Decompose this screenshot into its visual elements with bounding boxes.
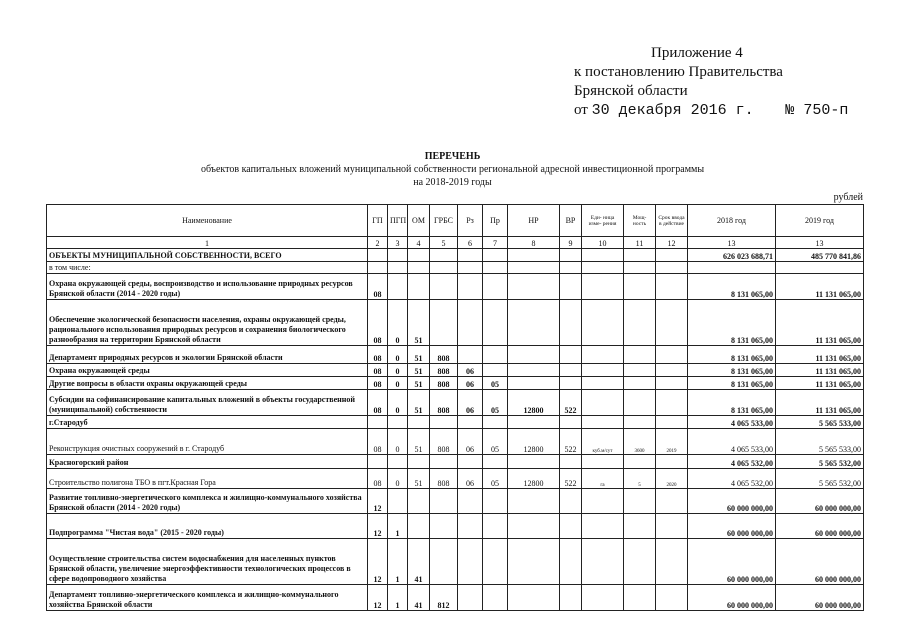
table-row xyxy=(47,489,864,514)
col-pgp-cell xyxy=(388,455,408,469)
table-row xyxy=(47,274,864,300)
col-gp-cell: 12 xyxy=(368,585,388,611)
col-gp-cell: 08 xyxy=(368,377,388,390)
column-number: 2 xyxy=(368,237,388,249)
col-pr-cell: 05 xyxy=(483,390,508,416)
column-number: 13 xyxy=(688,237,776,249)
col-rz-cell: 06 xyxy=(458,377,483,390)
col-nr-cell xyxy=(508,274,560,300)
col-grbs-cell xyxy=(430,539,458,585)
col-2018-cell: 4 065 532,00 xyxy=(688,469,776,489)
col-2019-cell: 5 565 532,00 xyxy=(776,469,864,489)
table-row xyxy=(47,364,864,377)
col-pgp-cell: 0 xyxy=(388,346,408,364)
col-pr-cell: 05 xyxy=(483,377,508,390)
col-om-header: ОМ xyxy=(408,205,430,237)
col-capacity-cell: 3600 xyxy=(624,429,656,455)
col-name-cell: Другие вопросы в области охраны окружающей среды xyxy=(47,377,368,390)
col-pr-cell xyxy=(483,416,508,429)
col-vr-cell: 522 xyxy=(560,469,582,489)
document-period: на 2018-2019 годы xyxy=(413,177,492,188)
col-commission-cell xyxy=(656,274,688,300)
col-capacity-cell xyxy=(624,455,656,469)
col-capacity-cell xyxy=(624,249,656,262)
col-commission-cell xyxy=(656,364,688,377)
col-commission-header: Срок ввода в действие xyxy=(656,205,688,237)
col-pgp-cell: 1 xyxy=(388,514,408,539)
order-date: 30 декабря 2016 г. xyxy=(591,102,754,119)
col-rz-header: Рз xyxy=(458,205,483,237)
col-vr-cell xyxy=(560,364,582,377)
col-om-cell: 51 xyxy=(408,390,430,416)
col-commission-cell xyxy=(656,346,688,364)
col-grbs-cell xyxy=(430,489,458,514)
col-grbs-cell xyxy=(430,455,458,469)
col-gp-cell: 12 xyxy=(368,514,388,539)
table-row xyxy=(47,469,864,489)
appendix-region-line: Брянской области xyxy=(574,83,688,99)
col-gp-cell: 08 xyxy=(368,429,388,455)
column-number: 8 xyxy=(508,237,560,249)
col-pr-cell xyxy=(483,364,508,377)
col-nr-cell xyxy=(508,514,560,539)
col-capacity-cell: 5 xyxy=(624,469,656,489)
table-row xyxy=(47,377,864,390)
col-pr-cell xyxy=(483,262,508,274)
col-capacity-header: Мощ- ность xyxy=(624,205,656,237)
col-commission-cell xyxy=(656,416,688,429)
col-name-cell: Охрана окружающей среды xyxy=(47,364,368,377)
col-nr-cell xyxy=(508,346,560,364)
col-capacity-cell xyxy=(624,416,656,429)
col-vr-cell: 522 xyxy=(560,429,582,455)
col-vr-cell xyxy=(560,262,582,274)
col-vr-cell: 522 xyxy=(560,390,582,416)
col-om-cell xyxy=(408,455,430,469)
col-2018-cell: 8 131 065,00 xyxy=(688,274,776,300)
col-pr-cell xyxy=(483,489,508,514)
col-vr-cell xyxy=(560,249,582,262)
col-grbs-cell: 808 xyxy=(430,429,458,455)
col-grbs-cell: 808 xyxy=(430,346,458,364)
col-pr-cell xyxy=(483,585,508,611)
col-om-cell: 51 xyxy=(408,346,430,364)
col-om-cell xyxy=(408,249,430,262)
col-unit-cell xyxy=(582,300,624,346)
col-commission-cell xyxy=(656,300,688,346)
table-row xyxy=(47,585,864,611)
table-row xyxy=(47,262,864,274)
col-grbs-cell: 808 xyxy=(430,469,458,489)
column-number: 4 xyxy=(408,237,430,249)
col-vr-cell xyxy=(560,346,582,364)
col-pgp-cell: 0 xyxy=(388,429,408,455)
col-2018-cell: 626 023 688,71 xyxy=(688,249,776,262)
col-pgp-cell xyxy=(388,489,408,514)
col-2019-cell: 60 000 000,00 xyxy=(776,585,864,611)
col-gp-cell: 12 xyxy=(368,539,388,585)
col-rz-cell xyxy=(458,514,483,539)
col-pgp-header: ПГП xyxy=(388,205,408,237)
col-vr-cell xyxy=(560,585,582,611)
col-om-cell: 41 xyxy=(408,539,430,585)
col-grbs-cell: 812 xyxy=(430,585,458,611)
col-gp-cell: 08 xyxy=(368,300,388,346)
col-2019-cell: 60 000 000,00 xyxy=(776,489,864,514)
col-nr-header: НР xyxy=(508,205,560,237)
col-2018-cell xyxy=(688,262,776,274)
col-2018-cell: 60 000 000,00 xyxy=(688,539,776,585)
col-commission-cell xyxy=(656,377,688,390)
col-capacity-cell xyxy=(624,300,656,346)
col-om-cell xyxy=(408,514,430,539)
col-2018-cell: 60 000 000,00 xyxy=(688,585,776,611)
col-gp-cell: 08 xyxy=(368,469,388,489)
appendix-title: Приложение 4 xyxy=(651,45,743,61)
col-name-cell: Подпрограмма "Чистая вода" (2015 - 2020 годы) xyxy=(47,514,368,539)
table-row xyxy=(47,300,864,346)
col-vr-cell xyxy=(560,514,582,539)
col-pgp-cell xyxy=(388,274,408,300)
col-2018-cell: 60 000 000,00 xyxy=(688,514,776,539)
col-pr-cell xyxy=(483,346,508,364)
col-2018-cell: 60 000 000,00 xyxy=(688,489,776,514)
table-row xyxy=(47,514,864,539)
column-number: 13 xyxy=(776,237,864,249)
appendix-decree-line: к постановлению Правительства xyxy=(574,64,783,80)
currency-note: рублей xyxy=(833,192,863,203)
col-2019-cell: 11 131 065,00 xyxy=(776,390,864,416)
col-om-cell xyxy=(408,416,430,429)
col-commission-cell xyxy=(656,249,688,262)
col-name-cell: Субсидии на софинансирование капитальных вложений в объекты государственной (муниципальной) собственности xyxy=(47,390,368,416)
col-commission-cell xyxy=(656,539,688,585)
column-number-row xyxy=(47,237,864,249)
col-nr-cell xyxy=(508,377,560,390)
document-title-block xyxy=(0,150,905,189)
col-gp-cell xyxy=(368,455,388,469)
col-rz-cell xyxy=(458,300,483,346)
column-number: 11 xyxy=(624,237,656,249)
col-2019-cell: 5 565 532,00 xyxy=(776,455,864,469)
col-commission-cell: 2019 xyxy=(656,429,688,455)
col-commission-cell xyxy=(656,514,688,539)
col-gp-cell xyxy=(368,249,388,262)
col-2019-cell: 11 131 065,00 xyxy=(776,300,864,346)
col-unit-cell xyxy=(582,539,624,585)
col-name-header: Наименование xyxy=(47,205,368,237)
col-unit-cell xyxy=(582,377,624,390)
col-commission-cell xyxy=(656,455,688,469)
header-row xyxy=(47,205,864,237)
col-vr-cell xyxy=(560,489,582,514)
col-rz-cell: 06 xyxy=(458,429,483,455)
col-gp-cell: 08 xyxy=(368,274,388,300)
investment-table xyxy=(46,204,864,611)
col-pgp-cell xyxy=(388,416,408,429)
col-name-cell: Развитие топливно-энергетического комплекса и жилищно-коммунального хозяйства Брянской области (2014 - 2020 годы) xyxy=(47,489,368,514)
col-capacity-cell xyxy=(624,364,656,377)
column-number: 12 xyxy=(656,237,688,249)
col-2018-cell: 4 065 533,00 xyxy=(688,416,776,429)
col-vr-cell xyxy=(560,455,582,469)
col-gp-header: ГП xyxy=(368,205,388,237)
col-2019-cell xyxy=(776,262,864,274)
table-row xyxy=(47,455,864,469)
table-row xyxy=(47,429,864,455)
col-pr-cell xyxy=(483,455,508,469)
col-rz-cell xyxy=(458,489,483,514)
col-vr-cell xyxy=(560,539,582,585)
col-pgp-cell xyxy=(388,249,408,262)
table-row xyxy=(47,346,864,364)
col-unit-cell xyxy=(582,274,624,300)
col-rz-cell xyxy=(458,274,483,300)
col-om-cell: 51 xyxy=(408,377,430,390)
col-unit-cell xyxy=(582,262,624,274)
col-commission-cell xyxy=(656,262,688,274)
document-subtitle: объектов капитальных вложений муниципальной собственности региональной адресной инвестиционной программы xyxy=(200,164,705,175)
col-2019-cell: 5 565 533,00 xyxy=(776,429,864,455)
col-vr-cell xyxy=(560,300,582,346)
col-grbs-cell xyxy=(430,249,458,262)
col-nr-cell xyxy=(508,539,560,585)
col-2018-header: 2018 год xyxy=(688,205,776,237)
col-rz-cell xyxy=(458,249,483,262)
col-pgp-cell: 0 xyxy=(388,300,408,346)
col-2019-cell: 5 565 533,00 xyxy=(776,416,864,429)
col-rz-cell xyxy=(458,346,483,364)
col-pgp-cell: 0 xyxy=(388,390,408,416)
col-vr-cell xyxy=(560,416,582,429)
col-2018-cell: 8 131 065,00 xyxy=(688,377,776,390)
col-vr-cell xyxy=(560,274,582,300)
column-number: 3 xyxy=(388,237,408,249)
col-name-cell: г.Стародуб xyxy=(47,416,368,429)
col-2019-cell: 11 131 065,00 xyxy=(776,346,864,364)
order-from: от xyxy=(574,102,588,118)
col-unit-cell xyxy=(582,416,624,429)
col-name-cell: в том числе: xyxy=(47,262,368,274)
col-unit-cell xyxy=(582,249,624,262)
col-grbs-header: ГРБС xyxy=(430,205,458,237)
col-gp-cell xyxy=(368,416,388,429)
column-number: 9 xyxy=(560,237,582,249)
col-unit-cell xyxy=(582,514,624,539)
col-2019-cell: 60 000 000,00 xyxy=(776,539,864,585)
col-nr-cell xyxy=(508,416,560,429)
col-unit-cell xyxy=(582,346,624,364)
col-gp-cell: 12 xyxy=(368,489,388,514)
col-grbs-cell xyxy=(430,416,458,429)
col-vr-cell xyxy=(560,377,582,390)
col-name-cell: Реконструкция очистных сооружений в г. Стародуб xyxy=(47,429,368,455)
col-rz-cell: 06 xyxy=(458,390,483,416)
column-number: 7 xyxy=(483,237,508,249)
column-number: 1 xyxy=(47,237,368,249)
col-nr-cell xyxy=(508,300,560,346)
col-unit-cell xyxy=(582,585,624,611)
col-pr-header: Пр xyxy=(483,205,508,237)
col-2018-cell: 8 131 065,00 xyxy=(688,364,776,377)
col-2018-cell: 8 131 065,00 xyxy=(688,390,776,416)
table-row xyxy=(47,249,864,262)
col-name-cell: Департамент топливно-энергетического комплекса и жилищно-коммунального хозяйства Брянской области xyxy=(47,585,368,611)
col-pr-cell: 05 xyxy=(483,429,508,455)
col-rz-cell xyxy=(458,416,483,429)
col-capacity-cell xyxy=(624,377,656,390)
col-om-cell xyxy=(408,489,430,514)
col-name-cell: Охрана окружающей среды, воспроизводство и использование природных ресурсов Брянской области (2014 - 2020 годы) xyxy=(47,274,368,300)
col-pgp-cell: 0 xyxy=(388,377,408,390)
col-2019-cell: 11 131 065,00 xyxy=(776,377,864,390)
col-pr-cell xyxy=(483,274,508,300)
col-2018-cell: 4 065 532,00 xyxy=(688,455,776,469)
col-om-cell xyxy=(408,274,430,300)
col-grbs-cell: 808 xyxy=(430,364,458,377)
col-unit-cell xyxy=(582,489,624,514)
col-nr-cell xyxy=(508,364,560,377)
col-capacity-cell xyxy=(624,539,656,585)
col-rz-cell: 06 xyxy=(458,364,483,377)
col-vr-header: ВР xyxy=(560,205,582,237)
col-gp-cell: 08 xyxy=(368,390,388,416)
col-2018-cell: 8 131 065,00 xyxy=(688,346,776,364)
table-row xyxy=(47,539,864,585)
table-row xyxy=(47,416,864,429)
table-row xyxy=(47,390,864,416)
column-number: 10 xyxy=(582,237,624,249)
col-grbs-cell xyxy=(430,274,458,300)
col-2019-cell: 485 770 841,86 xyxy=(776,249,864,262)
col-capacity-cell xyxy=(624,585,656,611)
column-number: 5 xyxy=(430,237,458,249)
col-rz-cell xyxy=(458,585,483,611)
col-om-cell: 51 xyxy=(408,469,430,489)
col-pgp-cell: 0 xyxy=(388,364,408,377)
col-name-cell: Строительство полигона ТБО в пгт.Красная Гора xyxy=(47,469,368,489)
col-rz-cell: 06 xyxy=(458,469,483,489)
col-unit-cell: га xyxy=(582,469,624,489)
col-om-cell: 41 xyxy=(408,585,430,611)
col-om-cell: 51 xyxy=(408,429,430,455)
col-capacity-cell xyxy=(624,346,656,364)
col-gp-cell xyxy=(368,262,388,274)
col-nr-cell: 12800 xyxy=(508,429,560,455)
col-unit-cell: куб.м/сут xyxy=(582,429,624,455)
appendix-order-line xyxy=(574,101,848,120)
col-rz-cell xyxy=(458,262,483,274)
col-2018-cell: 8 131 065,00 xyxy=(688,300,776,346)
col-2019-cell: 11 131 065,00 xyxy=(776,364,864,377)
col-unit-cell xyxy=(582,390,624,416)
col-2019-header: 2019 год xyxy=(776,205,864,237)
col-gp-cell: 08 xyxy=(368,364,388,377)
col-grbs-cell xyxy=(430,300,458,346)
col-unit-cell xyxy=(582,364,624,377)
col-capacity-cell xyxy=(624,262,656,274)
col-unit-cell xyxy=(582,455,624,469)
col-rz-cell xyxy=(458,539,483,585)
col-pgp-cell xyxy=(388,262,408,274)
col-pgp-cell: 0 xyxy=(388,469,408,489)
col-capacity-cell xyxy=(624,390,656,416)
col-nr-cell: 12800 xyxy=(508,390,560,416)
col-commission-cell xyxy=(656,390,688,416)
col-gp-cell: 08 xyxy=(368,346,388,364)
col-capacity-cell xyxy=(624,489,656,514)
order-number: № 750-п xyxy=(785,102,849,119)
appendix-block xyxy=(574,44,848,120)
col-nr-cell: 12800 xyxy=(508,469,560,489)
col-pr-cell xyxy=(483,249,508,262)
col-capacity-cell xyxy=(624,274,656,300)
column-number: 6 xyxy=(458,237,483,249)
col-om-cell: 51 xyxy=(408,364,430,377)
col-grbs-cell xyxy=(430,514,458,539)
col-commission-cell xyxy=(656,585,688,611)
col-om-cell: 51 xyxy=(408,300,430,346)
col-name-cell: Обеспечение экологической безопасности населения, охраны окружающей среды, рационального использования природных ресурсов и сохранения биологического разнообразия на территории Брянской области xyxy=(47,300,368,346)
col-grbs-cell xyxy=(430,262,458,274)
col-nr-cell xyxy=(508,249,560,262)
col-pr-cell xyxy=(483,514,508,539)
col-pgp-cell: 1 xyxy=(388,539,408,585)
col-nr-cell xyxy=(508,262,560,274)
col-name-cell: ОБЪЕКТЫ МУНИЦИПАЛЬНОЙ СОБСТВЕННОСТИ, ВСЕГО xyxy=(47,249,368,262)
col-2019-cell: 60 000 000,00 xyxy=(776,514,864,539)
col-pr-cell xyxy=(483,539,508,585)
col-om-cell xyxy=(408,262,430,274)
col-name-cell: Осуществление строительства систем водоснабжения для населенных пунктов Брянской области, увеличение энергоэффективности технологических процессов в сфере водопроводного хозяйства xyxy=(47,539,368,585)
col-grbs-cell: 808 xyxy=(430,377,458,390)
col-pgp-cell: 1 xyxy=(388,585,408,611)
col-nr-cell xyxy=(508,489,560,514)
document-heading: ПЕРЕЧЕНЬ xyxy=(424,151,481,162)
col-rz-cell xyxy=(458,455,483,469)
col-nr-cell xyxy=(508,455,560,469)
col-capacity-cell xyxy=(624,514,656,539)
col-pr-cell: 05 xyxy=(483,469,508,489)
col-commission-cell: 2020 xyxy=(656,469,688,489)
col-unit-header: Еди- ница изме- рения xyxy=(582,205,624,237)
col-commission-cell xyxy=(656,489,688,514)
col-name-cell: Департамент природных ресурсов и экологии Брянской области xyxy=(47,346,368,364)
col-name-cell: Красногорский район xyxy=(47,455,368,469)
col-2018-cell: 4 065 533,00 xyxy=(688,429,776,455)
col-2019-cell: 11 131 065,00 xyxy=(776,274,864,300)
col-nr-cell xyxy=(508,585,560,611)
col-grbs-cell: 808 xyxy=(430,390,458,416)
col-pr-cell xyxy=(483,300,508,346)
